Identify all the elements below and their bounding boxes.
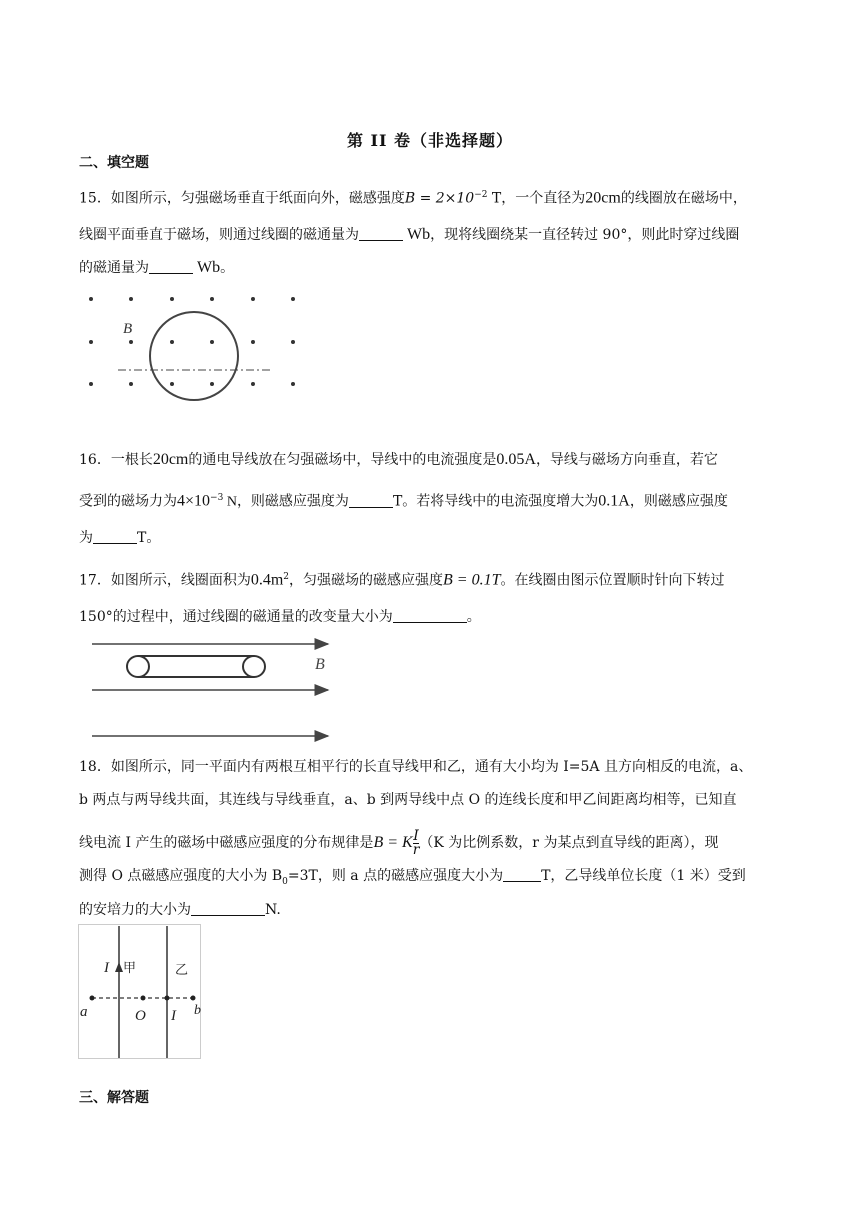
section-heading-answer: 三、解答题: [79, 1090, 149, 1106]
point-b-label: b: [194, 1003, 201, 1018]
q16-line-1: 16．一根长20cm的通电导线放在匀强磁场中，导线中的电流强度是0.05A，导线与磁场方向垂直，若它: [79, 451, 718, 468]
point-o-label: O: [135, 1008, 146, 1024]
q18-line-1: 18．如图所示，同一平面内有两根互相平行的长直导线甲和乙，通有大小均为 I=5A 且方向相反的电流，a、: [79, 759, 753, 775]
q18-figure: [78, 924, 202, 1060]
answer-blank: [149, 259, 193, 274]
answer-blank: [359, 226, 403, 241]
magnetic-field-dots: [89, 297, 295, 386]
wire-yi-label: 乙: [175, 963, 189, 978]
answer-blank: [191, 901, 265, 916]
q15-line-1: 15．如图所示，匀强磁场垂直于纸面向外，磁感强度$B = 2\times 10^{-2}$ T，一个直径为20cm的线圈放在磁场中，: [79, 189, 747, 207]
q15-line-2: 线圈平面垂直于磁场，则通过线圈的磁通量为 Wb，现将线圈绕某一直径转过 90°，则此时穿过线圈: [79, 226, 740, 243]
wire-jia-label: 甲: [123, 961, 137, 976]
coil-side-view: [127, 656, 265, 677]
answer-blank: [93, 529, 137, 544]
q17-line-2: 150°的过程中，通过线圈的磁通量的改变量大小为 。: [79, 609, 481, 625]
point-o: [141, 996, 146, 1001]
point-a-label: a: [80, 1004, 88, 1020]
current-label-2: I: [171, 1008, 176, 1024]
q16-line-2: 受到的磁场力为$4\times 10^{-3}$ N，则磁感应强度为 T。若将导线中的电流强度增大为0.1A，则磁感应强度: [79, 492, 728, 510]
q18-line-3: 线电流 I 产生的磁场中磁感应强度的分布规律是B = K $\frac{I}{r}$ （K 为比例系数，r 为某点到直导线的距离），现: [79, 827, 719, 858]
point-b: [191, 996, 196, 1001]
point-a: [90, 996, 95, 1001]
answer-blank: [349, 493, 393, 508]
formula-fraction: $\frac{I}{r}$: [412, 827, 420, 858]
current-label: I: [104, 960, 109, 976]
q18-line-5: 的安培力的大小为 N.: [79, 902, 281, 918]
field-label: B: [123, 321, 133, 337]
field-label: B: [315, 656, 325, 673]
q18-line-2: b 两点与两导线共面，其连线与导线垂直，a、b 到两导线中点 O 的连线长度和甲乙间距离均相等，已知直: [79, 792, 737, 808]
point-on-wire-yi: [165, 996, 170, 1001]
q15-figure: [80, 288, 310, 408]
q18-line-4: 测得 O 点磁感应强度的大小为 $B_0=3T$，则 a 点的磁感应强度大小为 T，乙导线单位长度（1 米）受到: [79, 868, 746, 887]
q16-line-3: 为 T。: [79, 530, 161, 546]
coil-circle: [150, 312, 238, 400]
answer-blank: [503, 867, 541, 882]
q17-figure: [90, 636, 340, 744]
q15-line-3: 的磁通量为 Wb。: [79, 259, 235, 276]
section-heading-fill-blank: 二、填空题: [79, 155, 149, 171]
page-title: 第 II 卷（非选择题）: [346, 131, 514, 150]
q17-line-1: 17．如图所示，线圈面积为$0.4m^2$，匀强磁场的磁感应强度B = 0.1T。在线圈由图示位置顺时针向下转过: [79, 571, 725, 589]
answer-blank: [393, 608, 467, 623]
